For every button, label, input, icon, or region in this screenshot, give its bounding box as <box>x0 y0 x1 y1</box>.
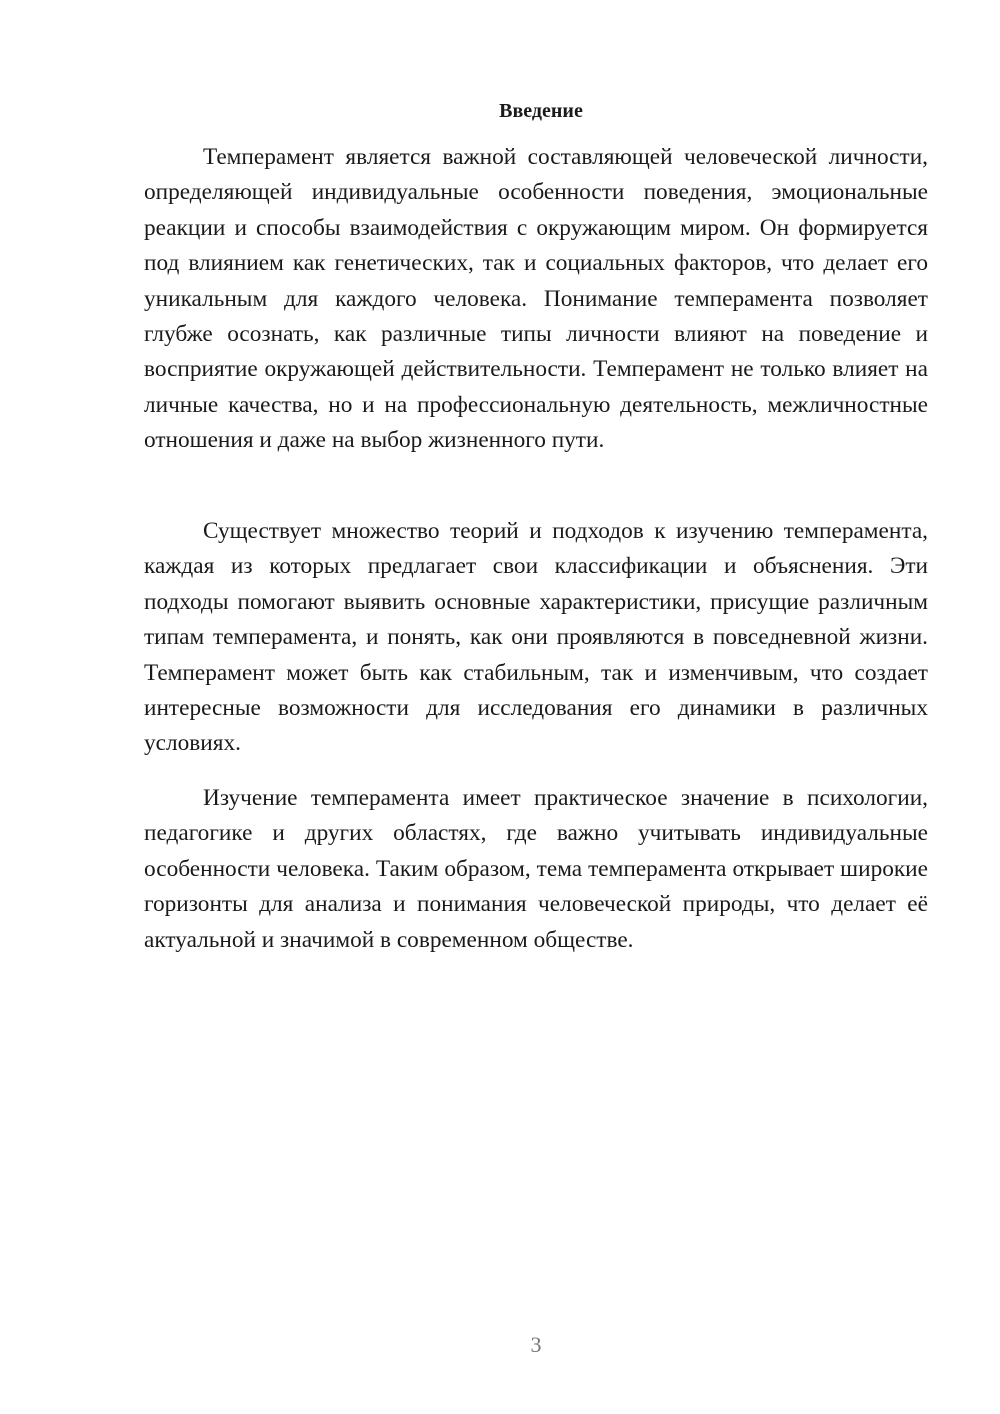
paragraph-1: Темперамент является важной составляющей человеческой личности, определяющей индивидуальные особенности поведения, эмоциональные реакции и способы взаимодействия с окружающим миром. Он формируется под влиянием как генетических, так и социальных факторов, что делает его уникальным для каждого человека. Понимание темперамента позволяет глубже осознать, как различные типы личности влияют на поведение и восприятие окружающей действительности. Темперамент не только влияет на личные качества, но и на профессиональную деятельность, межличностные отношения и даже на выбор жизненного пути. <box>144 144 928 454</box>
page-number: 3 <box>530 1332 542 1357</box>
paragraph-3: Изучение темперамента имеет практическое значение в психологии, педагогике и других областях, где важно учитывать индивидуальные особенности человека. Таким образом, тема темперамента открывает широкие горизонты для анализа и понимания человеческой природы, что делает её актуальной и значимой в современном обществе. <box>144 785 928 953</box>
section-heading: Введение <box>499 100 583 122</box>
paragraph-2: Существует множество теорий и подходов к изучению темперамента, каждая из которых предлагает свои классификации и объяснения. Эти подходы помогают выявить основные характеристики, присущие различным типам темперамента, и понять, как они проявляются в повседневной жизни. Темперамент может быть как стабильным, так и изменчивым, что создает интересные возможности для исследования его динамики в различных условиях. <box>144 518 928 757</box>
